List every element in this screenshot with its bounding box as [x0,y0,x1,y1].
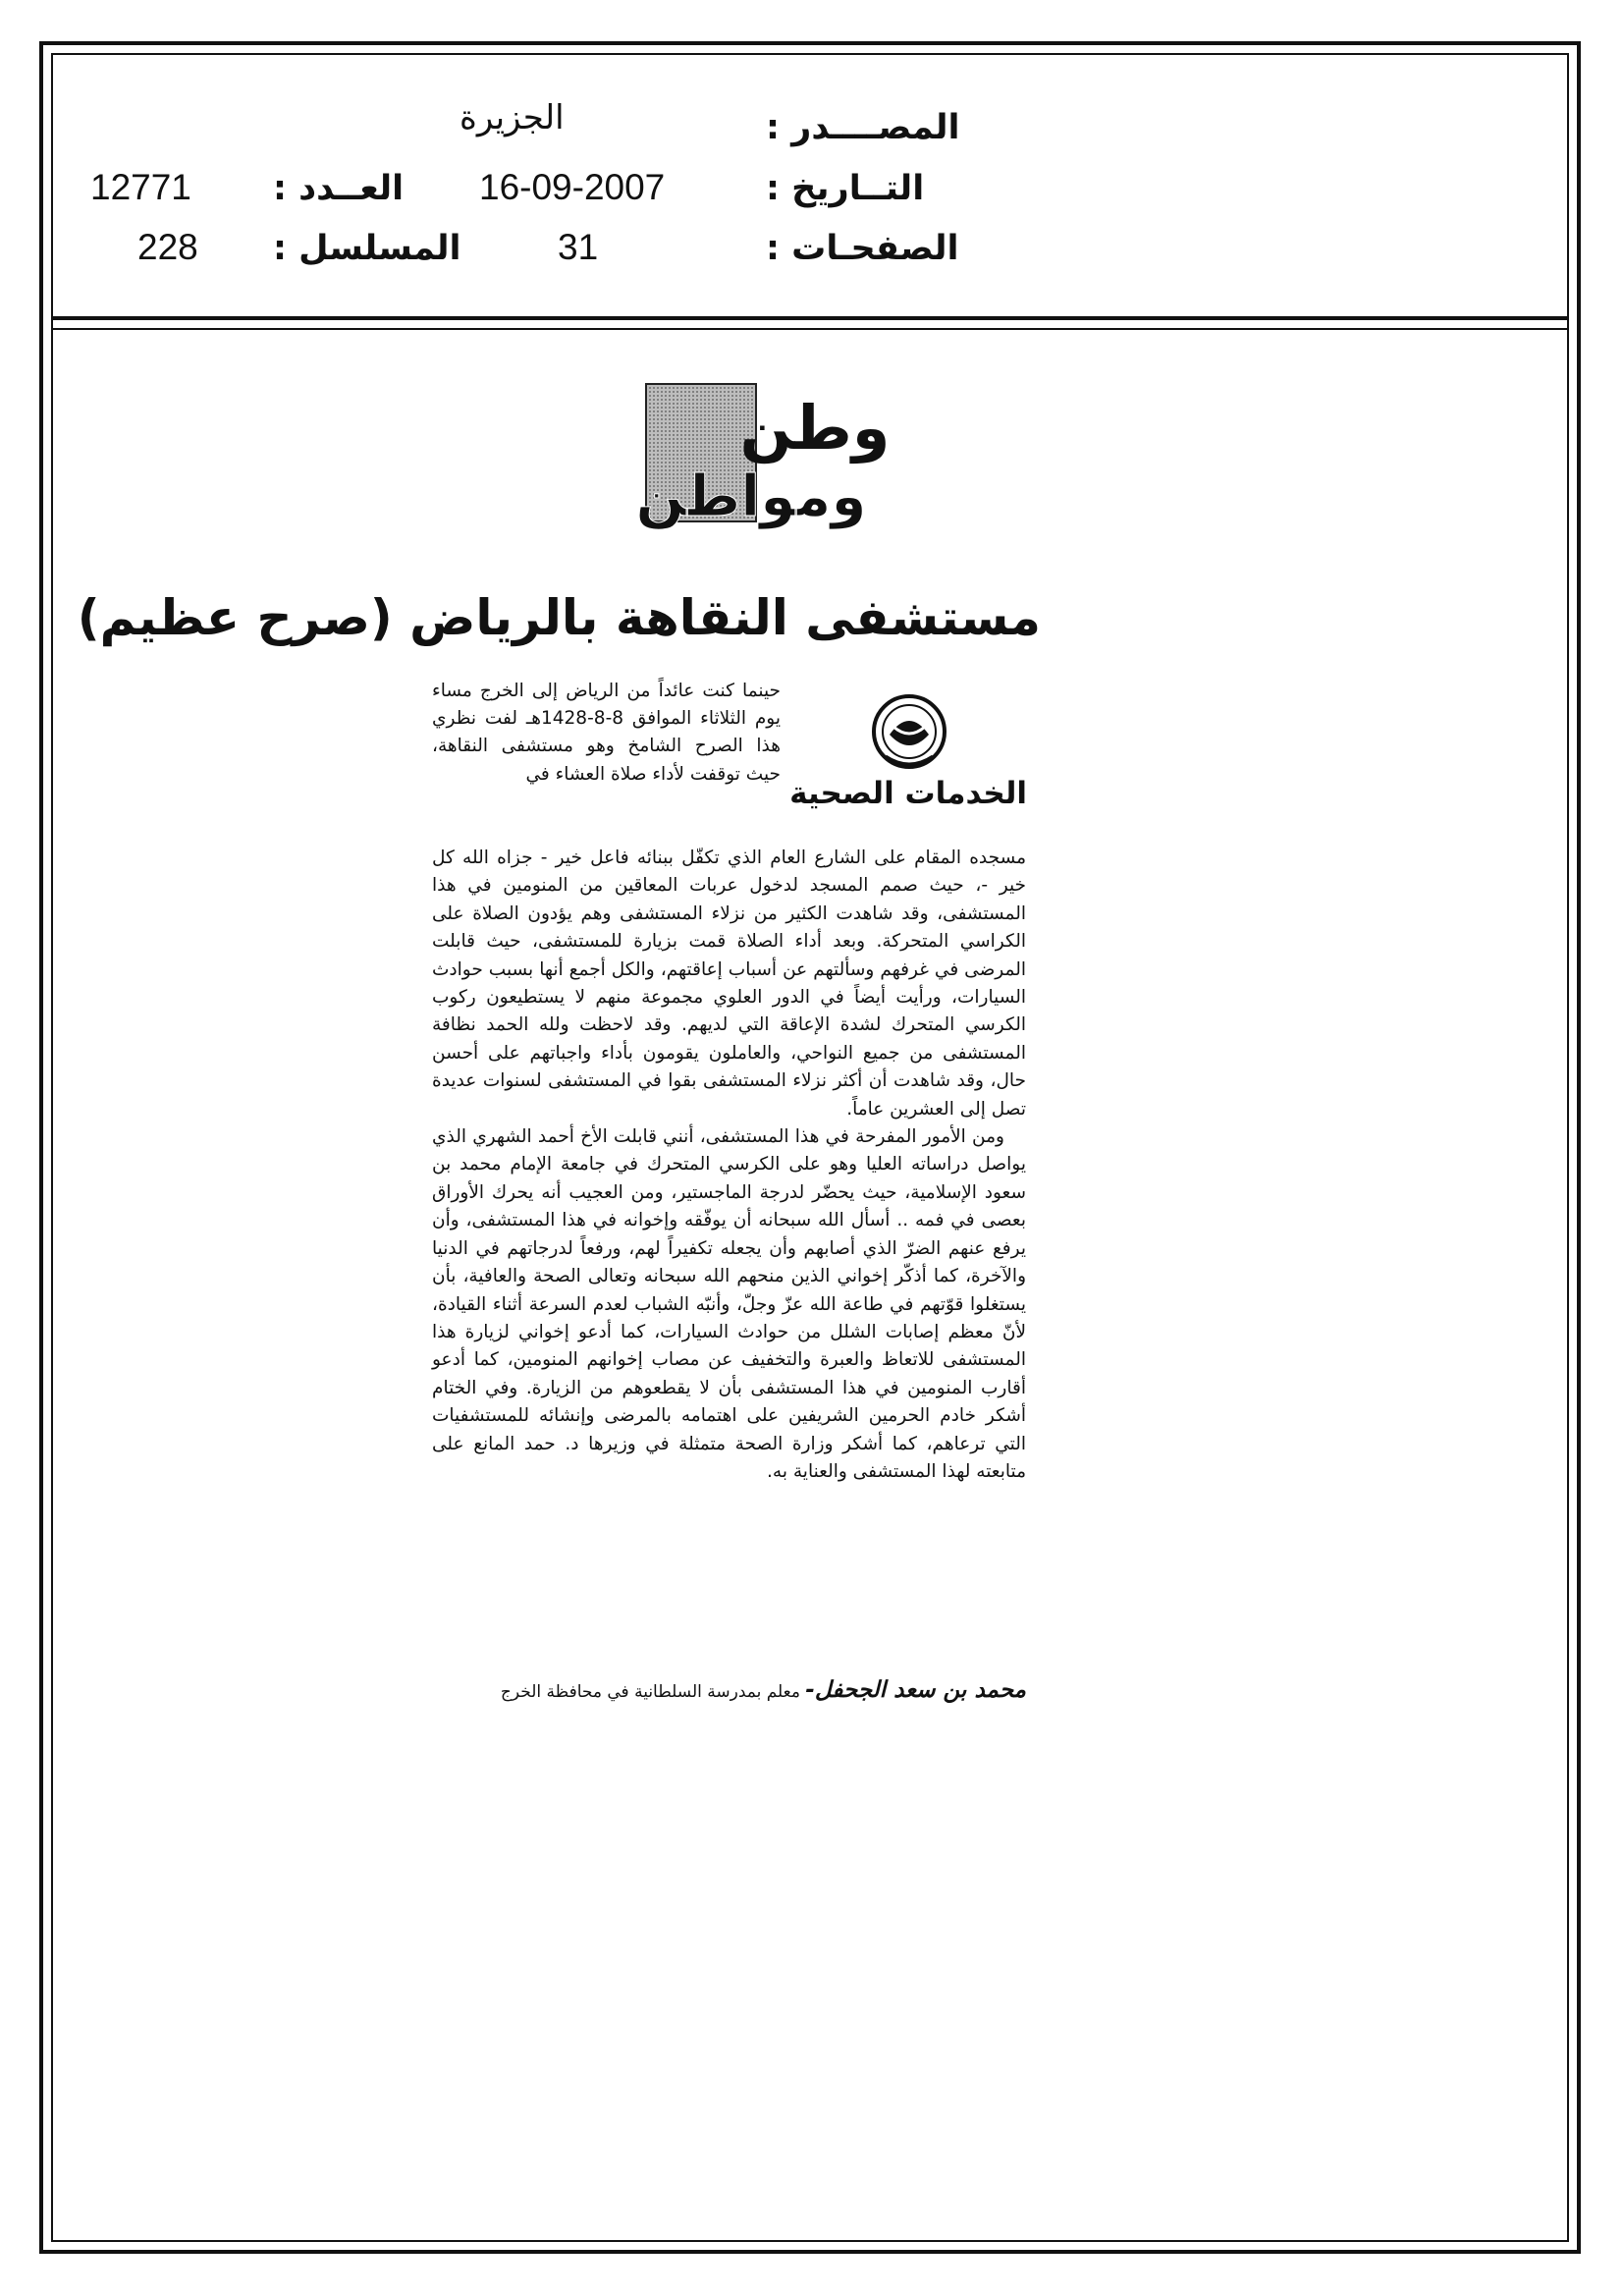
section-logo [628,378,891,529]
article-signature [432,1677,1026,1703]
pages-value: 31 [558,227,599,267]
article-intro [432,678,781,789]
source-value: الجزيرة [460,98,565,137]
emblem-caption: الخدمات الصحية [789,776,1027,811]
source-label: المصــــدر : [766,108,960,147]
header-divider [51,316,1569,320]
svg-text:وطن: وطن [739,392,891,464]
intro-paragraph: حينما كنت عائداً من الرياض إلى الخرج مساء يوم الثلاثاء الموافق 8-8-1428هـ لفت نظري هذا الصرح الشامخ وهو مستشفى النقاهة، حيث توقفت لأداء صلاة العشاء في [432,681,781,785]
serial-label: المسلسل : [273,229,461,268]
header-divider-inner [51,328,1569,330]
date-label: التــاريخ : [766,169,925,208]
body-paragraph-1: مسجده المقام على الشارع العام الذي تكفّل ببنائه فاعل خير - جزاه الله كل خير -، حيث صمم المسجد لدخول عربات المعاقين من المنومين في هذا المستشفى، وقد شاهدت الكثير من نزلاء المستشفى وهم يؤدون الصلاة على الكراسي المتحركة. وبعد أداء الصلاة قمت بزيارة للمستشفى، حيث قابلت المرضى في غرفهم وسألتهم عن أسباب إعاقتهم، والكل أجمع أنها بسبب حوادث السيارات، ورأيت أيضاً في الدور العلوي مجموعة منهم لا يستطيعون ركوب الكرسي المتحرك لشدة الإعاقة التي لديهم. وقد لاحظت ولله الحمد نظافة المستشفى من جميع النواحي، والعاملون يقومون بأداء واجباتهم على أحسن حال، وقد شاهدت أن أكثر نزلاء المستشفى بقوا في المستشفى لسنوات عديدة تصل إلى العشرين عاماً. [432,847,1026,1120]
pages-label: الصفحـات : [766,229,959,268]
article-title: مستشفى النقاهة بالرياض (صرح عظيم) [77,589,1041,646]
author-name: محمد بن سعد الجحفل- [805,1677,1026,1703]
svg-text:ومواطن: ومواطن [635,463,867,529]
author-role: معلم بمدرسة السلطانية في محافظة الخرج [500,1682,806,1702]
article-body [432,845,1026,1486]
issue-value: 12771 [90,167,191,207]
body-paragraph-2: ومن الأمور المفرحة في هذا المستشفى، أنني قابلت الأخ أحمد الشهري الذي يواصل دراساته العليا وهو على الكرسي المتحرك في جامعة الإمام محمد بن سعود الإسلامية، حيث يحضّر لدرجة الماجستير، ومن العجيب أنه يحرك الأوراق بعصى في فمه .. أسأل الله سبحانه أن يوفّقه وإخوانه في هذا المستشفى، وأن يرفع عنهم الضرّ الذي أصابهم وأن يجعله تكفيراً لهم، ورفعاً لدرجاتهم في الدنيا والآخرة، كما أذكّر إخواني الذين منحهم الله سبحانه وتعالى الصحة والعافية، بأن يستغلوا قوّتهم في طاعة الله عزّ وجلّ، وأنبّه الشباب لعدم السرعة أثناء القيادة، لأنّ معظم إصابات الشلل من حوادث السيارات، كما أدعو إخواني لزيارة هذا المستشفى للاتعاظ والعبرة والتخفيف عن مصاب إخوانهم المنومين، كما أدعو أقارب المنومين في هذا المستشفى بأن لا يقطعوهم من الزيارة. وفي الختام أشكر خادم الحرمين الشريفين على اهتمامه بالمرضى وإنشائه للمستشفيات التي ترعاهم، كما أشكر وزارة الصحة متمثلة في وزيرها د. حمد المانع على متابعته لهذا المستشفى والعناية به. [432,1126,1026,1482]
date-value: 16-09-2007 [479,167,666,207]
issue-label: العــدد : [273,169,405,208]
serial-value: 228 [137,227,198,267]
